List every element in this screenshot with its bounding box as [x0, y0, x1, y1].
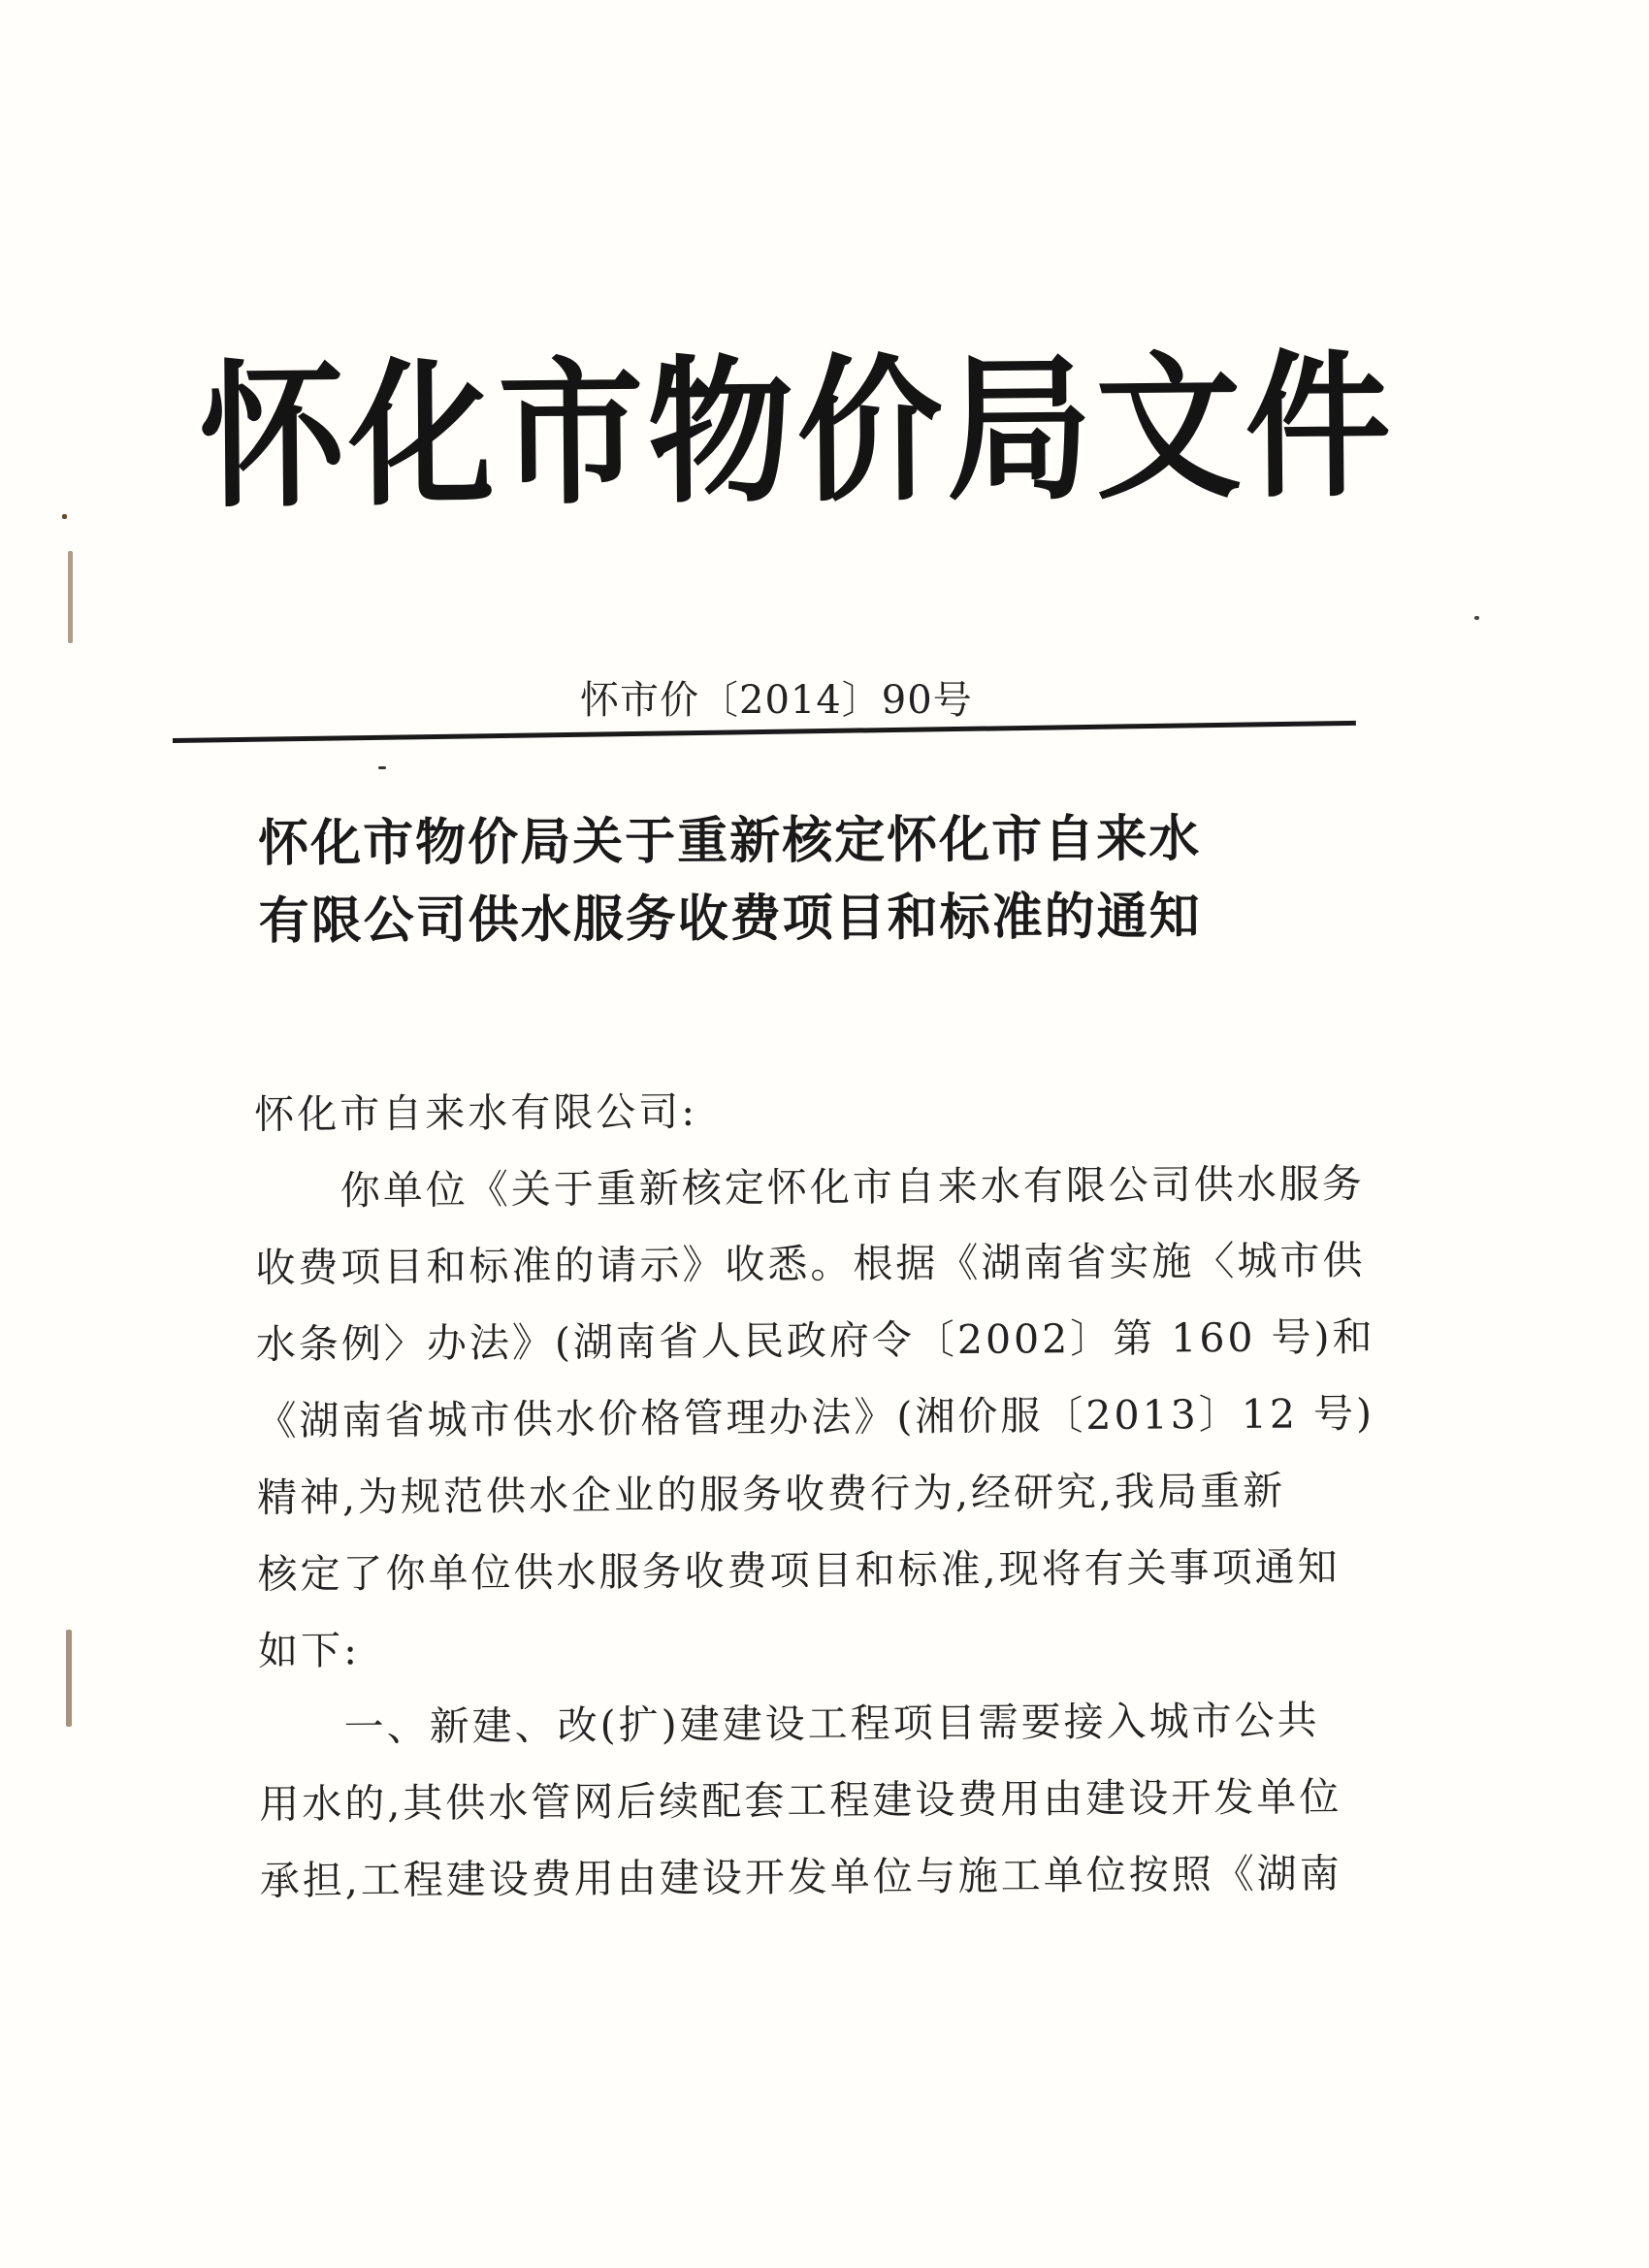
- body-line: 如下:: [257, 1627, 361, 1674]
- salutation: 怀化市自来水有限公司:: [254, 1087, 698, 1138]
- scan-dot: [1474, 616, 1479, 620]
- body-line: 《湖南省城市供水价格管理办法》(湘价服〔2013〕12 号): [256, 1389, 1375, 1444]
- body-line: 承担,工程建设费用由建设开发单位与施工单位按照《湖南: [259, 1850, 1342, 1904]
- body-line: 精神,为规范供水企业的服务收费行为,经研究,我局重新: [256, 1467, 1286, 1521]
- scan-dot: [62, 514, 67, 519]
- notice-title-line-2: 有限公司供水服务收费项目和标准的通知: [258, 887, 1202, 951]
- notice-title: [258, 799, 1384, 960]
- document-masthead: 怀化市物价局文件: [198, 334, 1396, 531]
- scan-dot: [378, 766, 386, 769]
- body-line: 你单位《关于重新核定怀化市自来水有限公司供水服务: [340, 1160, 1365, 1215]
- body-line: 用水的,其供水管网后续配套工程建设费用由建设开发单位: [259, 1773, 1342, 1828]
- document-number: 怀市价〔2014〕90号: [580, 678, 973, 723]
- notice-body: [254, 1069, 1375, 1920]
- notice-title-line-1: 怀化市物价局关于重新核定怀化市自来水: [258, 809, 1202, 873]
- body-line: 收费项目和标准的请示》收悉。根据《湖南省实施〈城市供: [255, 1237, 1366, 1291]
- binding-mark: [66, 1630, 72, 1727]
- body-line: 一、新建、改(扩)建建设工程项目需要接入城市公共: [343, 1697, 1320, 1751]
- binding-mark: [68, 551, 73, 643]
- body-line: 水条例〉办法》(湖南省人民政府令〔2002〕第 160 号)和: [255, 1312, 1375, 1368]
- body-line: 核定了你单位供水服务收费项目和标准,现将有关事项通知: [257, 1543, 1341, 1598]
